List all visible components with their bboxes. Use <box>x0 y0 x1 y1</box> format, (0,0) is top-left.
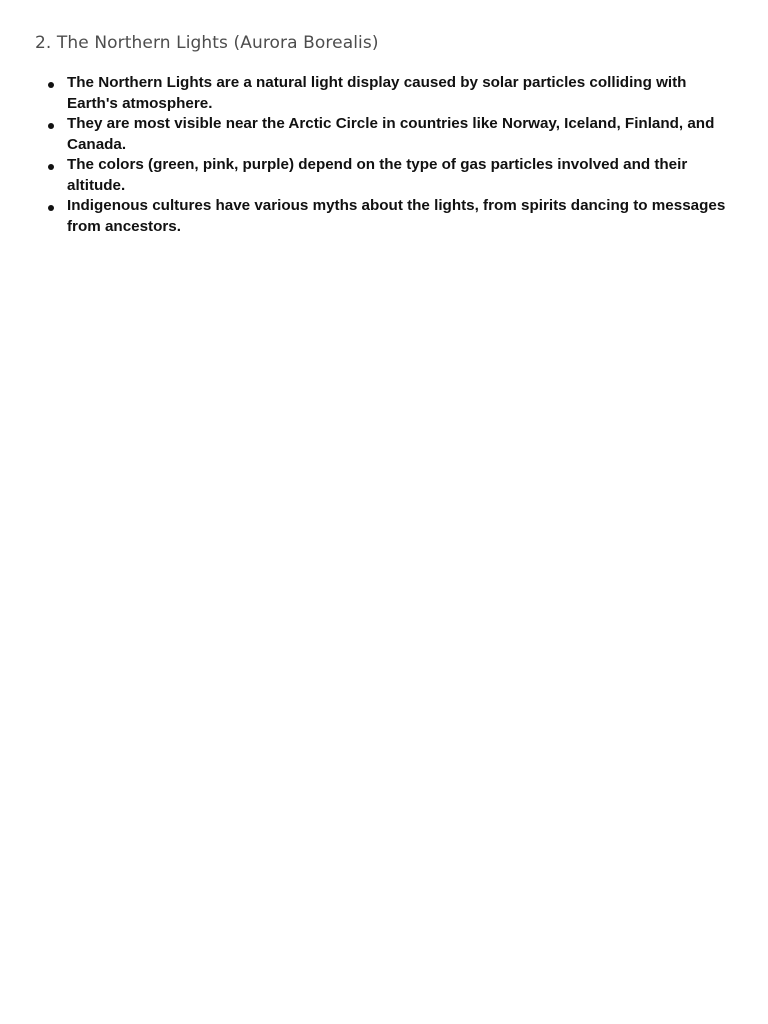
bullet-icon <box>48 164 54 170</box>
bullet-item <box>0 73 768 114</box>
bullet-item <box>0 114 768 155</box>
bullet-item <box>0 196 768 237</box>
bullet-text: The colors (green, pink, purple) depend on the type of gas particles involved and their altitude. <box>67 156 688 194</box>
bullet-text: The Northern Lights are a natural light display caused by solar particles colliding with Earth's atmosphere. <box>67 74 687 112</box>
bullet-icon <box>48 82 54 88</box>
section-heading: 2. The Northern Lights (Aurora Borealis) <box>35 33 379 53</box>
bullet-item <box>0 155 768 196</box>
bullet-text: Indigenous cultures have various myths about the lights, from spirits dancing to messages from ancestors. <box>67 197 726 235</box>
bullet-text: They are most visible near the Arctic Circle in countries like Norway, Iceland, Finland, and Canada. <box>67 115 715 153</box>
bullet-icon <box>48 123 54 129</box>
bullet-icon <box>48 205 54 211</box>
bullet-list <box>0 73 768 237</box>
